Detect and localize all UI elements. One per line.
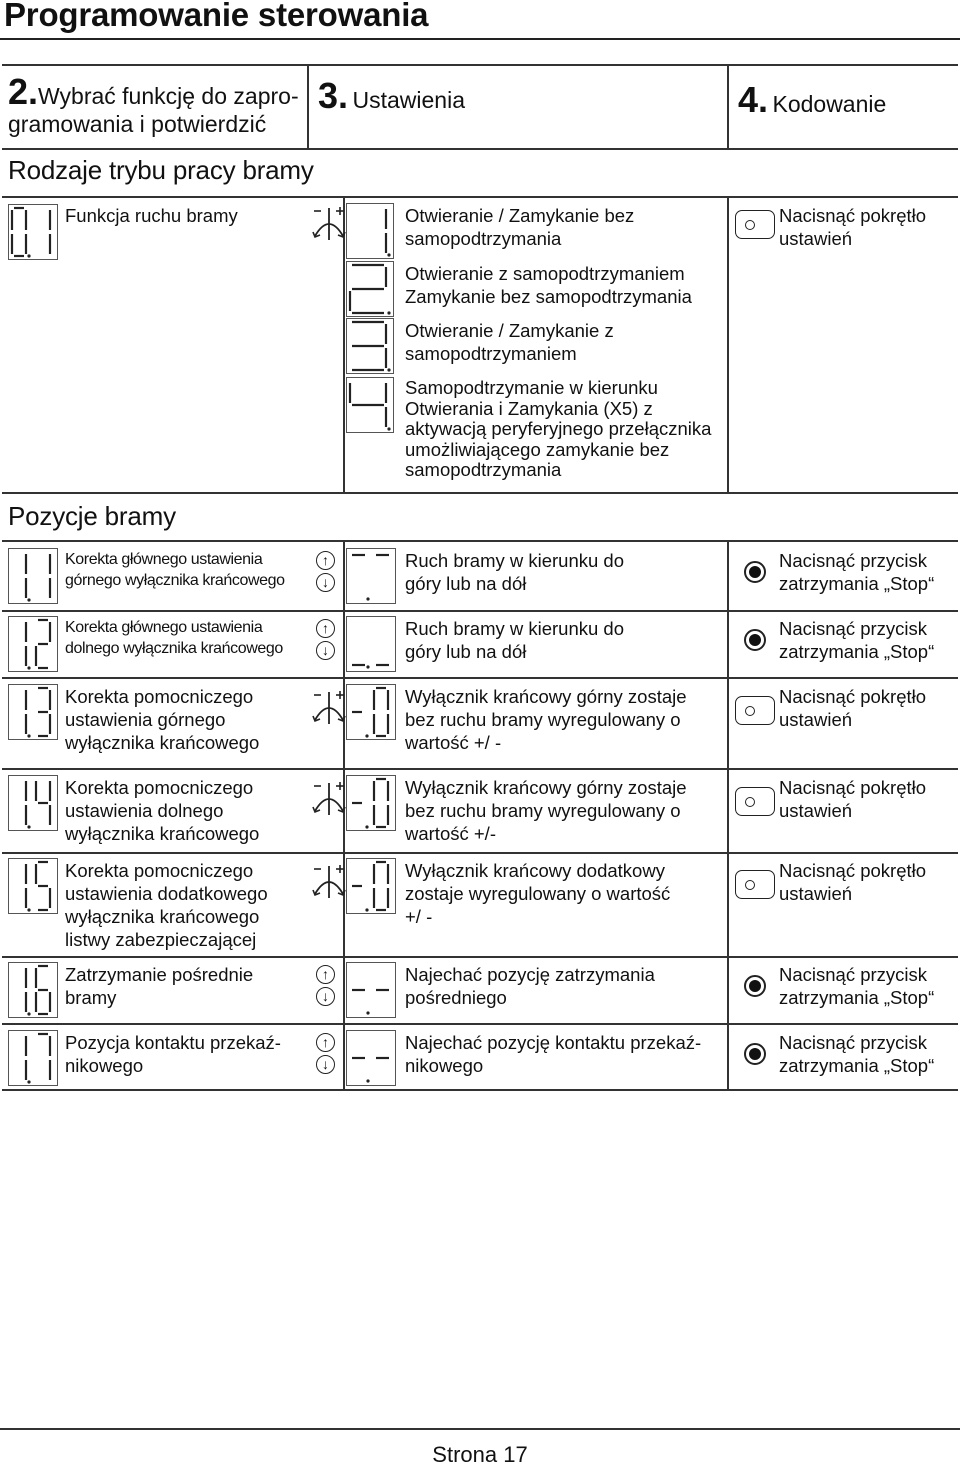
function-line: ustawienia dodatkowego (65, 883, 268, 904)
seven-segment-display-14 (8, 775, 58, 831)
function-line: dolnego wyłącznika krańcowego (65, 640, 283, 657)
setting-description (405, 262, 692, 308)
seven-segment-display-setting (346, 962, 396, 1018)
row-divider (2, 1023, 958, 1025)
segment-digit (374, 862, 388, 910)
seven-segment-display-setting (346, 858, 396, 914)
segment-digit (12, 208, 31, 258)
position-coding (779, 963, 934, 1009)
setting-line: Ruch bramy w kierunku do (405, 550, 625, 571)
position-function (65, 776, 259, 845)
col-divider (727, 64, 729, 148)
seven-segment-display-setting (346, 203, 394, 259)
col-divider (727, 196, 729, 492)
function-line: wyłącznika krańcowego (65, 823, 260, 844)
mode-function-label: Funkcja ruchu bramy (65, 205, 238, 226)
seven-segment-display-15 (8, 858, 58, 914)
segment-digit (36, 862, 50, 910)
setting-line: Zamykanie bez samopodtrzymania (405, 286, 692, 307)
knob-rotate-icon (312, 206, 346, 246)
coding-line: Nacisnąć pokrętło (779, 205, 927, 226)
setting-line: Otwieranie / Zamykanie bez (405, 205, 635, 226)
seven-segment-display-setting (346, 616, 396, 672)
seven-segment-display-setting (346, 684, 396, 740)
function-line: listwy zabezpieczającej (65, 929, 257, 950)
position-coding (779, 776, 926, 822)
coding-line: ustawień (779, 709, 853, 730)
setting-line: Ruch bramy w kierunku do (405, 618, 625, 639)
function-line: ustawienia dolnego (65, 800, 224, 821)
step3-number: 3. (318, 75, 349, 116)
segment-digit (26, 690, 31, 738)
function-line: Korekta głównego ustawienia (65, 619, 263, 636)
mode-coding-text (779, 204, 926, 250)
position-coding (779, 859, 926, 905)
function-line: górnego wyłącznika krańcowego (65, 572, 285, 589)
stop-button-icon (744, 975, 766, 997)
step4-label: Kodowanie (772, 91, 887, 117)
page-title: Programowanie sterowania (4, 0, 429, 33)
setting-line: bez ruchu bramy wyregulowany o (405, 709, 681, 730)
setting-line: bez ruchu bramy wyregulowany o (405, 800, 681, 821)
seven-segment-display-16 (8, 962, 58, 1018)
setting-knob-button-icon (735, 787, 775, 816)
function-line: Korekta pomocniczego (65, 860, 254, 881)
position-function (65, 859, 268, 951)
down-arrow-icon: ↓ (316, 573, 335, 592)
setting-line: Otwieranie z samopodtrzymaniem (405, 263, 685, 284)
position-setting (405, 617, 723, 663)
section-positions-title: Pozycje bramy (8, 501, 176, 531)
step4-number: 4. (738, 79, 769, 120)
position-setting (405, 549, 723, 595)
position-setting (405, 859, 723, 928)
seven-segment-display-11 (8, 548, 58, 604)
step3-label: Ustawienia (352, 87, 465, 113)
step2-label-line1: Wybrać funkcję do zapro- (38, 83, 299, 109)
setting-line: Otwieranie / Zamykanie z (405, 320, 614, 341)
setting-line: +/ - (405, 906, 433, 927)
setting-line: nikowego (405, 1055, 484, 1076)
function-line: wyłącznika krańcowego (65, 732, 260, 753)
function-line: nikowego (65, 1055, 144, 1076)
segment-digit (374, 688, 388, 736)
seven-segment-display-setting (346, 1030, 396, 1086)
stop-button-icon (744, 561, 766, 583)
up-arrow-icon: ↑ (316, 1033, 335, 1052)
down-arrow-icon: ↓ (316, 641, 335, 660)
setting-line: Otwierania i Zamykania (X5) z (405, 397, 653, 419)
position-function (65, 963, 253, 1009)
footer-rule (0, 1428, 960, 1430)
segment-digit (352, 322, 391, 372)
page-number: Strona 17 (432, 1442, 528, 1467)
function-line: Korekta pomocniczego (65, 777, 254, 798)
col-divider (307, 64, 309, 148)
segment-digit (374, 779, 388, 827)
setting-knob-button-icon (735, 870, 775, 899)
stop-button-icon (744, 629, 766, 651)
seven-segment-display-12 (8, 616, 58, 672)
up-arrow-icon: ↑ (316, 619, 335, 638)
segment-digit (26, 781, 31, 829)
setting-line: góry lub na dół (405, 573, 527, 594)
setting-line: Wyłącznik krańcowy dodatkowy (405, 860, 665, 881)
col-divider (727, 540, 729, 1090)
step2-label-line2: gramowania i potwierdzić (8, 111, 267, 138)
coding-line: Nacisnąć przycisk (779, 1032, 928, 1053)
setting-line: wartość +/ - (405, 732, 502, 753)
position-setting (405, 963, 723, 1009)
setting-line: Najechać pozycję zatrzymania (405, 964, 655, 985)
table-bottom-border (2, 1089, 958, 1091)
segment-digit (26, 864, 31, 912)
seven-segment-display-setting (346, 377, 394, 433)
position-function (65, 1031, 281, 1077)
seven-segment-display-17 (8, 1030, 58, 1086)
row-divider (2, 956, 958, 958)
row-divider (2, 610, 958, 612)
coding-line: zatrzymania „Stop“ (779, 1055, 935, 1076)
position-setting (405, 685, 723, 754)
segment-digit (352, 803, 369, 829)
segment-digit (38, 688, 50, 736)
setting-line: pośredniego (405, 987, 507, 1008)
coding-line: zatrzymania „Stop“ (779, 641, 935, 662)
setting-line: umożliwiającego zamykanie bez (405, 438, 670, 460)
coding-line: Nacisnąć przycisk (779, 964, 928, 985)
segment-digit (36, 966, 50, 1014)
setting-description (405, 319, 614, 365)
segment-digit (352, 886, 369, 912)
coding-line: zatrzymania „Stop“ (779, 573, 935, 594)
stop-button-icon (744, 1043, 766, 1065)
setting-line: Samopodtrzymanie w kierunku (405, 377, 658, 398)
seven-segment-display-setting (346, 261, 394, 317)
seven-segment-display-setting (346, 318, 394, 374)
table-top-border (2, 64, 958, 66)
coding-line: Nacisnąć pokrętło (779, 860, 927, 881)
title-rule (0, 38, 960, 40)
row-divider (2, 852, 958, 854)
segment-digit (26, 1036, 31, 1084)
seven-segment-display-13 (8, 684, 58, 740)
header-divider (2, 148, 958, 150)
knob-rotate-icon (312, 690, 346, 730)
segment-digit (36, 620, 50, 668)
setting-line: samopodtrzymaniem (405, 343, 577, 364)
position-coding (779, 617, 934, 663)
down-arrow-icon: ↓ (316, 987, 335, 1006)
coding-line: ustawień (779, 228, 853, 249)
position-setting (405, 776, 723, 845)
step2-number: 2. (8, 71, 39, 112)
section-modes-title: Rodzaje trybu pracy bramy (8, 155, 314, 185)
setting-description (405, 378, 711, 481)
row-divider (2, 768, 958, 770)
function-line: bramy (65, 987, 117, 1008)
row-divider (2, 677, 958, 679)
function-line: Zatrzymanie pośrednie (65, 964, 254, 985)
down-arrow-icon: ↓ (316, 1055, 335, 1074)
segment-digit (350, 265, 391, 315)
setting-line: samopodtrzymania (405, 459, 562, 480)
setting-line: wartość +/- (405, 823, 496, 844)
position-function (65, 617, 283, 659)
setting-line: Wyłącznik krańcowy górny zostaje (405, 686, 687, 707)
segment-digit (352, 712, 369, 738)
coding-line: Nacisnąć pokrętło (779, 686, 927, 707)
segment-digit (38, 1034, 50, 1080)
header-step2 (8, 72, 299, 138)
setting-line: góry lub na dół (405, 641, 527, 662)
position-setting (405, 1031, 723, 1077)
coding-line: ustawień (779, 883, 853, 904)
header-step4 (738, 80, 886, 120)
function-line: Korekta pomocniczego (65, 686, 254, 707)
seven-segment-display-setting (346, 548, 396, 604)
positions-divider (2, 540, 958, 542)
coding-line: Nacisnąć przycisk (779, 618, 928, 639)
modes-bottom (2, 492, 958, 494)
setting-knob-button-icon (735, 210, 775, 239)
function-line: ustawienia górnego (65, 709, 226, 730)
coding-line: Nacisnąć pokrętło (779, 777, 927, 798)
segment-digit (26, 622, 31, 670)
setting-description (405, 204, 634, 250)
setting-line: aktywacją peryferyjnego przełącznika (405, 418, 712, 439)
setting-line: zostaje wyregulowany o wartość (405, 883, 671, 904)
setting-line: Najechać pozycję kontaktu przekaź- (405, 1032, 702, 1053)
coding-line: zatrzymania „Stop“ (779, 987, 935, 1008)
segment-digit (350, 383, 391, 431)
segment-digit (386, 209, 391, 257)
coding-line: Nacisnąć przycisk (779, 550, 928, 571)
function-line: Pozycja kontaktu przekaź- (65, 1032, 281, 1053)
up-arrow-icon: ↑ (316, 551, 335, 570)
setting-line: samopodtrzymania (405, 228, 562, 249)
modes-divider (2, 196, 958, 198)
position-coding (779, 685, 926, 731)
seven-segment-display-setting (346, 775, 396, 831)
segment-digit (26, 554, 31, 602)
seven-segment-display-01 (8, 204, 58, 260)
position-function (65, 549, 285, 591)
up-arrow-icon: ↑ (316, 965, 335, 984)
header-step3 (318, 76, 465, 116)
knob-rotate-icon (312, 781, 346, 821)
position-coding (779, 1031, 934, 1077)
position-function (65, 685, 259, 754)
setting-line: Wyłącznik krańcowy górny zostaje (405, 777, 687, 798)
segment-digit (36, 781, 50, 825)
position-coding (779, 549, 934, 595)
coding-line: ustawień (779, 800, 853, 821)
knob-rotate-icon (312, 864, 346, 904)
segment-digit (26, 968, 31, 1016)
function-line: wyłącznika krańcowego (65, 906, 260, 927)
setting-knob-button-icon (735, 696, 775, 725)
function-line: Korekta głównego ustawienia (65, 551, 263, 568)
